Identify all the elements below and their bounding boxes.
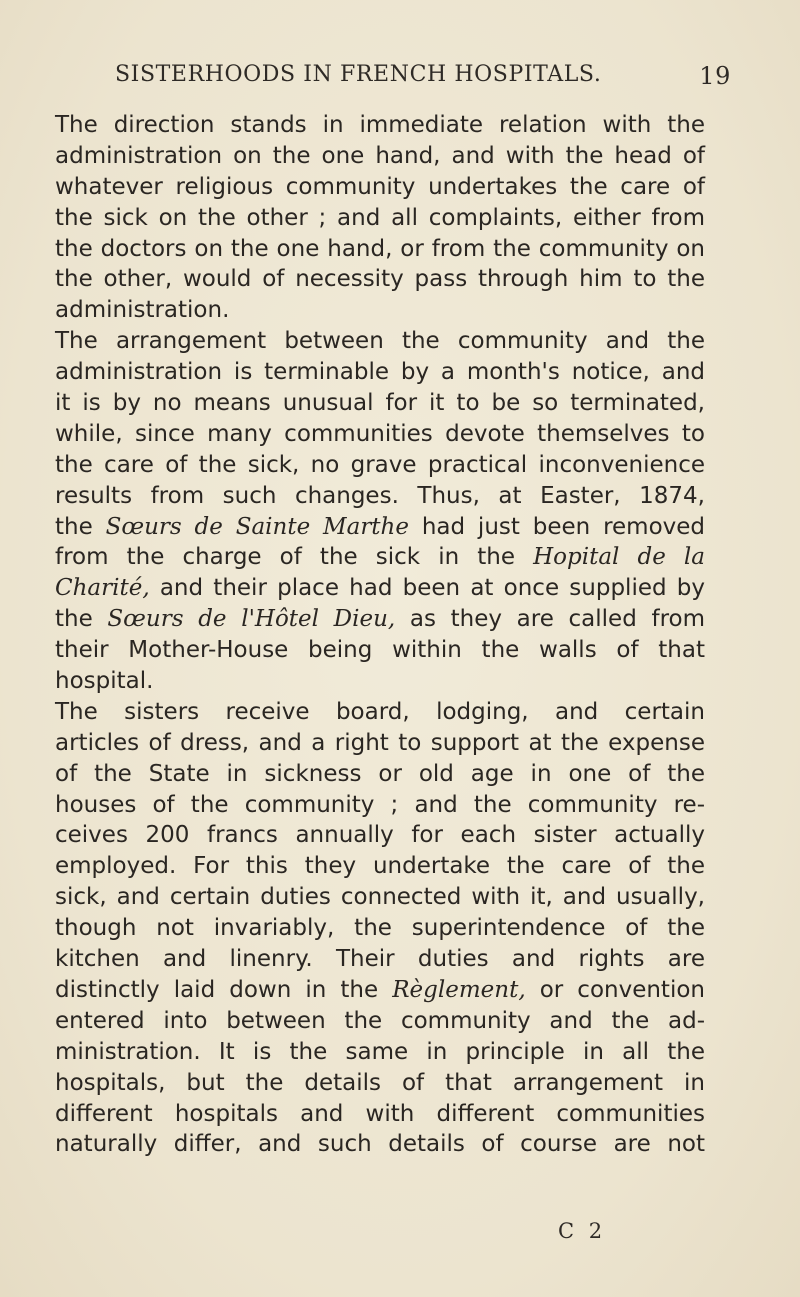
text-line [55,542,705,573]
text-run: administration is terminable by a month's notice, and [55,359,705,386]
running-head [115,62,755,94]
text-line [55,728,705,759]
text-run: the doctors on the one hand, or from the community on [55,235,705,262]
body-text [55,110,705,1160]
text-line [55,1006,705,1037]
text-run: different hospitals and with different communities [55,1100,705,1127]
text-line [55,388,705,419]
text-line [55,759,705,790]
text-line [55,481,705,512]
page-number: 19 [699,62,731,90]
text-line [55,635,705,666]
text-run: as they are called from [395,606,706,633]
text-run: the other, would of necessity pass through him to the [55,266,705,293]
italic-text: Règlement, [392,976,526,1003]
text-line [55,882,705,913]
text-line [55,264,705,295]
text-line [55,419,705,450]
text-run: the [55,606,108,633]
text-line [55,295,705,326]
signature-mark: C 2 [558,1219,607,1243]
text-run: results from such changes. Thus, at Easter, 1874, [55,482,705,509]
text-line [55,357,705,388]
text-run: the sick on the other ; and all complaints, either from [55,204,705,231]
text-line [55,512,705,543]
text-line [55,820,705,851]
text-line [55,141,705,172]
text-run: administration on the one hand, and with the head of [55,142,705,169]
text-run: had just been removed [408,513,706,540]
text-run: though not invariably, the superintendence of the [55,915,705,942]
running-title: SISTERHOODS IN FRENCH HOSPITALS. [115,62,602,87]
text-line [55,326,705,357]
text-run: and their place had been at once supplied by [149,575,705,602]
text-line [55,851,705,882]
text-run: entered into between the community and the ad- [55,1007,705,1034]
text-run: from the charge of the sick in the [55,544,534,571]
text-run: or convention [525,976,705,1003]
text-run: ministration. It is the same in principle in all the [55,1038,705,1065]
text-run: their Mother-House being within the walls of that [55,637,705,664]
text-run: The arrangement between the community and the [55,328,705,355]
text-line [55,203,705,234]
text-line [55,666,705,697]
text-run: administration. [55,297,230,324]
italic-text: Sœurs de Sainte Marthe [105,513,409,540]
text-run: the [55,513,106,540]
italic-text: Sœurs de l'Hôtel Dieu, [107,606,396,633]
text-run: of the State in sickness or old age in one of the [55,760,705,787]
text-line [55,604,705,635]
text-line [55,1129,705,1160]
text-line [55,697,705,728]
italic-text: Hopital de la [533,544,705,571]
text-line [55,110,705,141]
text-run: ceives 200 francs annually for each sister actually [55,822,705,849]
text-run: houses of the community ; and the community re- [55,791,705,818]
text-run: while, since many communities devote themselves to [55,420,705,447]
text-line [55,1037,705,1068]
text-run: distinctly laid down in the [55,976,393,1003]
text-line [55,944,705,975]
text-line [55,1099,705,1130]
text-line [55,450,705,481]
italic-text: Charité, [55,575,150,602]
text-run: hospitals, but the details of that arrangement in [55,1069,705,1096]
text-line [55,172,705,203]
text-run: employed. For this they undertake the care of the [55,853,705,880]
text-run: The direction stands in immediate relation with the [55,112,705,138]
text-line [55,913,705,944]
text-run: hospital. [55,668,154,695]
text-line [55,234,705,265]
text-line [55,1068,705,1099]
text-run: the care of the sick, no grave practical inconvenience [55,451,705,478]
text-run: articles of dress, and a right to support at the expense [55,729,705,756]
text-run: sick, and certain duties connected with it, and usually, [55,884,705,911]
text-run: it is by no means unusual for it to be so terminated, [55,390,705,417]
text-run: The sisters receive board, lodging, and certain [55,698,705,725]
text-line [55,975,705,1006]
text-line [55,573,705,604]
text-line [55,790,705,821]
text-run: whatever religious community undertakes the care of [55,173,705,200]
text-run: naturally differ, and such details of course are not [55,1131,705,1158]
text-run: kitchen and linenry. Their duties and rights are [55,946,705,973]
